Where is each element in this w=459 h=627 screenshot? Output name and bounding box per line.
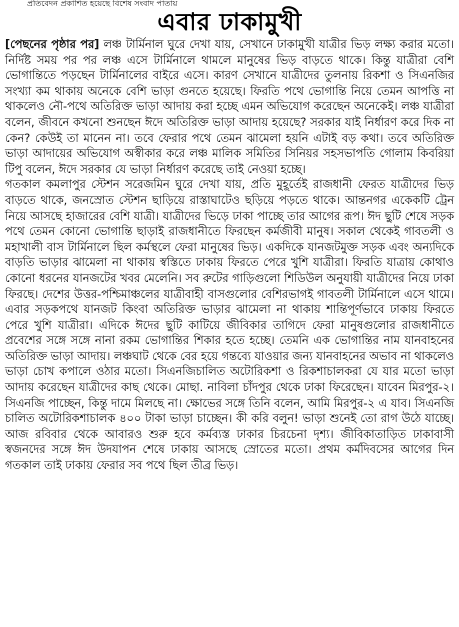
headline: এবার ঢাকামুখী xyxy=(157,8,302,36)
article-paragraph-1 xyxy=(5,37,454,177)
top-strip-text: প্রতিবেদন প্রকাশিত হয়েছে বিশেষ সংবাদ পাতায় xyxy=(27,0,178,7)
article-paragraph-2: গতকাল কমলাপুর স্টেশন সরেজমিন ঘুরে দেখা যায়, প্রতি মুহূর্তেই রাজধানী ফেরত যাত্রীদের ভিড় বাড়তে থাকে, জনস্রোত স্টেশন ছাড়িয়ে রাস্তাঘাটেও ছড়িয়ে পড়তে থাকে। আন্তনগর একেকটি ট্রেন নিয়ে আসছে হাজারের বেশি যাত্রী। যাত্রীদের ভিড়ে ঢাকা পাচ্ছে তার আগের রূপ। ঈদ ছুটি শেষে সড়ক পথে তেমন কোনো ভোগান্তি ছাড়াই রাজধানীতে ফিরছেন কর্মজীবী মানুষ। সকাল থেকেই গাবতলী ও মহাখালী বাস টার্মিনালে ছিল কর্মস্থলে ফেরা মানুষের ভিড়। একদিকে যানজটমুক্ত সড়ক এবং অন্যদিকে বাড়তি ভাড়ার ঝামেলা না থাকায় স্বস্তিতে ঢাকায় ফিরতে পেরে খুশি যাত্রীরা। ফিরতি যাত্রায় কোথাও কোনো ধরনের যানজটের খবর মেলেনি। সব রুটের গাড়িগুলো শিডিউল অনুযায়ী যাত্রীদের নিয়ে ঢাকা ফিরছে। দেশের উত্তর-পশ্চিমাঞ্চলের যাত্রীবাহী বাসগুলোর বেশিরভাগই গাবতলী টার্মিনালে এসে থামে। এবার সড়কপথে যানজট কিংবা অতিরিক্ত ভাড়ার ঝামেলা না থাকায় শান্তিপূর্ণভাবে ঢাকায় ফিরতে পেরে খুশি যাত্রীরা। এদিকে ঈদের ছুটি কাটিয়ে জীবিকার তাগিদে ফেরা মানুষগুলোর রাজধানীতে প্রবেশের সঙ্গে সঙ্গে নানা রকম ভোগান্তির শিকার হতে হচ্ছে। তেমনি এক ভোগান্তির নাম যানবাহনের অতিরিক্ত ভাড়া আদায়। লঞ্চঘাট থেকে বের হয়ে গন্তব্যে যাওয়ার জন্য যানবাহনের অভাব না থাকলেও ভাড়া চোখ কপালে ওঠার মতো। সিএনজিচালিত অটোরিকশা ও রিকশাচালকরা যে যার মতো ভাড়া আদায় করেছেন যাত্রীদের কাছ থেকে। মোছা. নাবিলা চাঁদপুর থেকে ঢাকা ফিরেছেন। যাবেন মিরপুর-২। সিএনজি পাচ্ছেন, কিন্তু দামে মিলছে না। ক্ষোভের সঙ্গে তিনি বলেন, আমি মিরপুর-২ এ যাব। সিএনজি চালিত অটোরিকশাচালক ৪০০ টাকা ভাড়া চাচ্ছেন। কী করি বলুন! ভাড়া শুনেই তো রাগ উঠে যাচ্ছে। আজ রবিবার থেকে আবারও শুরু হবে কর্মব্যস্ত ঢাকার চিরচেনা দৃশ্য। জীবিকাতাড়িত ঢাকাবাসী স্বজনদের সঙ্গে ঈদ উদযাপন শেষে ঢাকায় আসছে স্রোতের মতো। প্রথম কর্মদিবসের আগের দিন গতকাল তাই ঢাকায় ফেরার সব পথে ছিল তীব্র ভিড়। xyxy=(5,178,454,473)
article-body xyxy=(5,37,454,474)
lead-tag: [পেছনের পৃষ্ঠার পর] xyxy=(5,38,100,51)
paragraph-1-text: লঞ্চ টার্মিনাল ঘুরে দেখা যায়, সেখানে ঢাকামুখী যাত্রীর ভিড় লক্ষ্য করার মতো। নির্দিষ্ট সময় পর পর লঞ্চ এসে টার্মিনালে থামলে মানুষের ভিড় বাড়তে থাকে। কিন্তু যাত্রীরা বেশি ভোগান্তিতে পড়ছেন টার্মিনালের বাইরে এসে। কারণ সেখানে যাত্রীদের তুলনায় রিকশা ও সিএনজির সংখ্যা কম থাকায় অনেকে বেশি ভাড়া গুনতে হয়েছে। ফিরতি পথে ভোগান্তি নিয়ে তেমন আপত্তি না থাকলেও নৌ-পথে অতিরিক্ত ভাড়া আদায় করা হচ্ছে এমন অভিযোগ করেছেন অনেকেই। লঞ্চ যাত্রীরা বলেন, জীবনে কখনো শুনছেন ঈদে অতিরিক্ত ভাড়া আদায় হয়েছে? সরকার যাই নির্ধারণ করে দিক না কেন? কেউই তা মানেন না। তবে ফেরার পথে তেমন ঝামেলা হয়নি এটাই বড় কথা। তবে অতিরিক্ত ভাড়া আদায়ের অভিযোগ অস্বীকার করে লঞ্চ মালিক সমিতির সিনিয়র সহসভাপতি গোলাম কিবরিয়া টিপু বলেন, ঈদে সরকার যে ভাড়া নির্ধারণ করেছে তাই নেওয়া হচ্ছে। xyxy=(5,38,454,176)
